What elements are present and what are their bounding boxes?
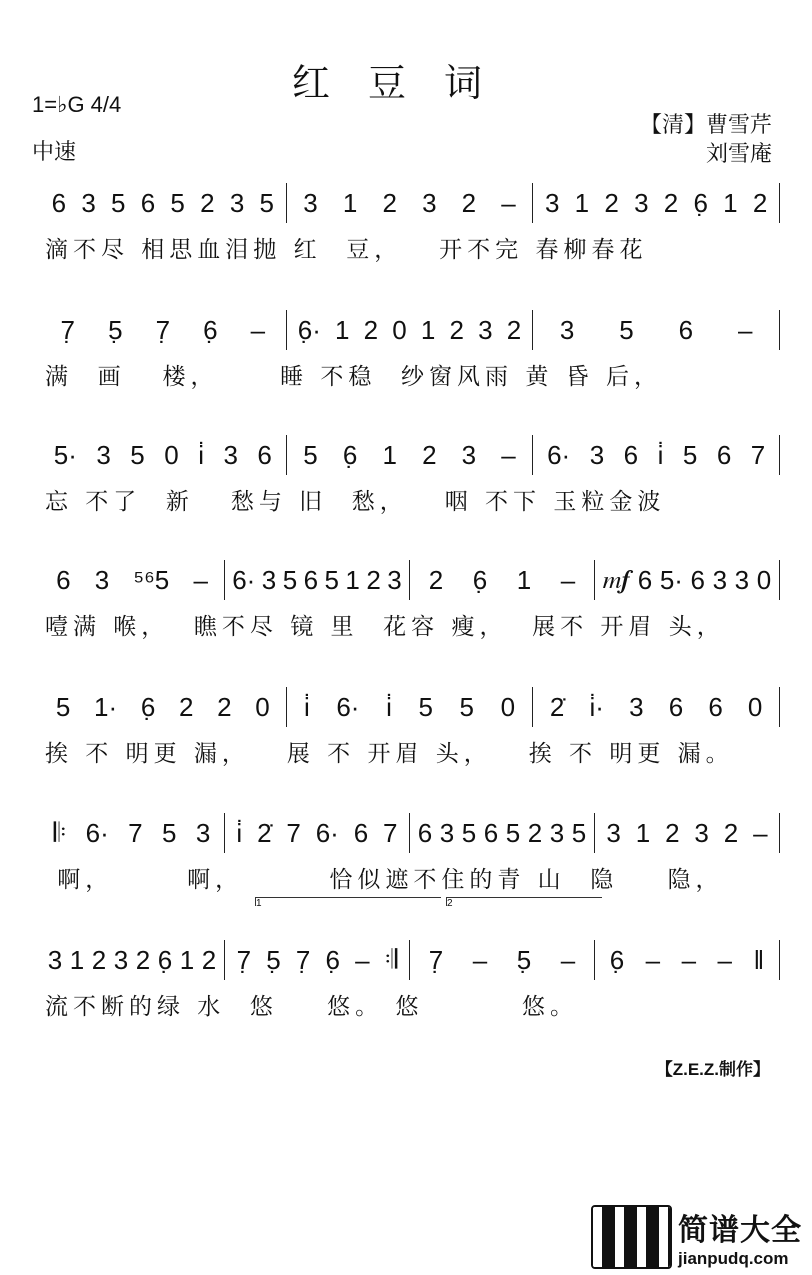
lyric-line: 啊， 啊， 恰似遮不住的青 山 隐 隐， [45,867,724,893]
note: 3 [261,564,277,595]
note: 6 [417,817,433,848]
note: 3 [544,187,560,218]
note: 1· [94,691,118,722]
note: 5 [170,187,185,218]
measure [40,183,287,223]
note: 5 [111,187,126,218]
note: – [560,944,576,975]
note: 2 [527,817,543,848]
measure [40,813,225,853]
measure [225,813,410,853]
note: 3 [195,817,211,848]
note: 5 [461,817,477,848]
note: 7 [286,817,301,848]
note: 6̣ [342,439,358,470]
note: 3 [223,439,238,470]
note: – [355,944,370,975]
note: 3 [734,564,750,595]
note: 5 [303,439,318,470]
note: 6̣· [297,314,321,345]
note: 𝄆 [53,817,67,847]
measure [40,435,287,475]
measure [410,940,595,980]
lyric-line: 忘 不了 新 愁与 旧 愁， 咽 不下 玉粒金波 [45,489,666,515]
note: 0 [500,691,516,722]
note: 2 [449,314,464,345]
note: 5 [459,691,474,722]
notation-row [40,813,780,853]
note: 2̇ [549,691,565,722]
note: 3 [629,691,644,722]
note: 6 [690,564,706,595]
note: 2 [428,564,444,595]
measure [287,687,534,727]
note: – [501,187,516,218]
lyric-line: 满 画 楼， 睡 不稳 纱窗风雨 黄 昏 后， [45,364,662,390]
notation-row [40,183,780,223]
note: 6̣ [325,944,340,975]
note: 1 [635,817,651,848]
logo-name: 简谱大全 [678,1213,802,1248]
note: 3 [606,817,621,848]
notation-row [40,940,780,980]
note: 6· [336,691,360,722]
note: 5 [130,439,145,470]
volta-1 [255,897,441,909]
note: 2 [506,314,522,345]
measure [533,183,780,223]
measure [595,813,780,853]
note: 6̣ [693,187,708,218]
note: 3 [303,187,318,218]
note: 5 [161,817,177,848]
note: 1 [345,564,360,595]
measure [410,813,595,853]
note: 6̣ [609,944,625,975]
note: ⁵⁶5 [133,564,170,595]
note: – [560,564,576,595]
note: 7̣ [295,944,311,975]
note: 3 [694,817,709,848]
note: 3 [549,817,565,848]
note: 6· [232,564,256,595]
note: 6 [708,691,723,722]
note: ‖ [753,944,765,975]
note: 5· [53,439,77,470]
composer: 刘雪庵 [705,142,772,167]
note: 2 [422,439,437,470]
note: 3 [589,439,605,470]
lyric-line: 噎满 喉， 瞧不尽 镜 里 花容 瘦， 展不 开眉 头， [45,614,725,640]
note: 2 [382,187,397,218]
note: 7 [750,439,766,470]
note: 3 [478,314,493,345]
measure [287,183,534,223]
notation-row [40,310,780,350]
measure [40,310,287,350]
note: 𝄇 [384,944,398,974]
note: 1 [342,187,358,218]
note: 1 [382,439,397,470]
note: 6̣ [472,564,488,595]
measure [225,940,410,980]
note: 6 [716,439,732,470]
note: 2 [91,944,107,975]
note: – [250,314,266,345]
piano-keys-icon [591,1205,672,1269]
note: – [193,564,208,595]
note: i̇ [657,439,664,470]
note: 6 [678,314,694,345]
note: 0 [392,314,407,345]
note: 3 [461,439,477,470]
note: 6· [315,817,339,848]
note: – [501,439,516,470]
note: 5 [619,314,634,345]
lyricist: 【清】曹雪芹 [639,113,772,138]
note: 2̇ [257,817,272,848]
note: 5 [682,439,698,470]
note: 5̣ [516,944,532,975]
note: 2 [663,187,679,218]
note: 6· [85,817,109,848]
note: 1 [723,187,738,218]
note: 7 [128,817,143,848]
note: 5 [571,817,587,848]
note: 5̣ [108,314,123,345]
lyric-line: 挨 不 明更 漏， 展 不 开眉 头， 挨 不 明更 漏。 [45,741,734,767]
note: i̇· [589,691,604,722]
measure [533,310,780,350]
measure [410,560,595,600]
note: 1 [179,944,195,975]
site-logo [591,1203,806,1271]
note: 7̣ [60,314,75,345]
measure [40,940,225,980]
note: i̇ [236,817,243,848]
note: i̇ [386,691,392,722]
logo-url: jianpudq.com [678,1249,789,1268]
note: 3 [47,944,63,975]
note: – [645,944,661,975]
note: 6̣ [157,944,173,975]
note: 6 [668,691,684,722]
note: 6 [353,817,369,848]
note: 7̣ [428,944,444,975]
note: 1 [516,564,532,595]
volta-2 [446,897,602,909]
note: 3 [439,817,455,848]
note: 3 [559,314,575,345]
measure [40,687,287,727]
note: 5 [418,691,433,722]
note: 2 [604,187,619,218]
song-title: 红豆词 [291,61,520,105]
measure [225,560,410,600]
note: 𝆐𝆑 [602,564,631,594]
measure [595,560,780,600]
measure [595,940,780,980]
note: 2 [461,187,477,218]
note: 2 [366,564,381,595]
note: 6 [483,817,499,848]
note: 3 [81,187,96,218]
volta-2-label: 2 [447,898,453,909]
tempo-marking: 中速 [32,140,77,165]
note: – [738,314,753,345]
note: 6 [51,187,67,218]
note: – [472,944,488,975]
note: 2 [135,944,151,975]
notation-row [40,687,780,727]
note: – [717,944,733,975]
note: 2 [200,187,215,218]
footer-credit: 【Z.E.Z.制作】 [655,1060,770,1079]
note: 3 [634,187,649,218]
note: 6 [637,564,653,595]
note: 7̣ [155,314,171,345]
note: 5· [659,564,683,595]
note: 3 [422,187,437,218]
note: 2 [723,817,739,848]
volta-1-label: 1 [256,898,262,909]
lyric-line: 滴不尽 相思血泪抛 红 豆， 开不完 春柳春花 [45,237,648,263]
note: – [681,944,697,975]
note: 5 [324,564,339,595]
note: 2 [752,187,768,218]
note: 7 [383,817,398,848]
note: 6 [56,564,71,595]
note: 6̣ [140,691,156,722]
note: 3 [387,564,402,595]
note: 3 [113,944,129,975]
note: 6 [257,439,272,470]
note: 6 [140,187,156,218]
measure [287,435,534,475]
measure [533,435,780,475]
note: 2 [201,944,217,975]
note: 1 [420,314,436,345]
note: 2 [665,817,680,848]
note: 0 [255,691,270,722]
note: 0 [756,564,772,595]
measure [40,560,225,600]
note: 5̣ [266,944,281,975]
notation-row [40,560,780,600]
note: 3 [94,564,110,595]
note: 2 [217,691,232,722]
note: 5 [259,187,274,218]
note: 2 [363,314,379,345]
note: i̇ [303,691,310,722]
note: 1 [69,944,85,975]
note: 1 [574,187,590,218]
key-signature: 1=♭G 4/4 [32,92,122,117]
note: 3 [229,187,245,218]
note: 1 [335,314,350,345]
note: 0 [164,439,179,470]
notation-row [40,435,780,475]
measure [533,687,780,727]
note: 5 [282,564,298,595]
note: 0 [747,691,763,722]
note: 3 [712,564,728,595]
note: 6 [303,564,319,595]
note: i̇ [198,439,204,470]
note: 7̣ [236,944,252,975]
note: 2 [178,691,194,722]
note: – [753,817,768,848]
note: 5 [505,817,521,848]
note: 6̣ [203,314,218,345]
lyric-line: 流不断的绿 水 悠 悠。 悠 悠。 [45,994,578,1020]
note: 5 [55,691,71,722]
measure [287,310,534,350]
note: 6· [547,439,571,470]
note: 3 [96,439,111,470]
note: 6 [623,439,639,470]
